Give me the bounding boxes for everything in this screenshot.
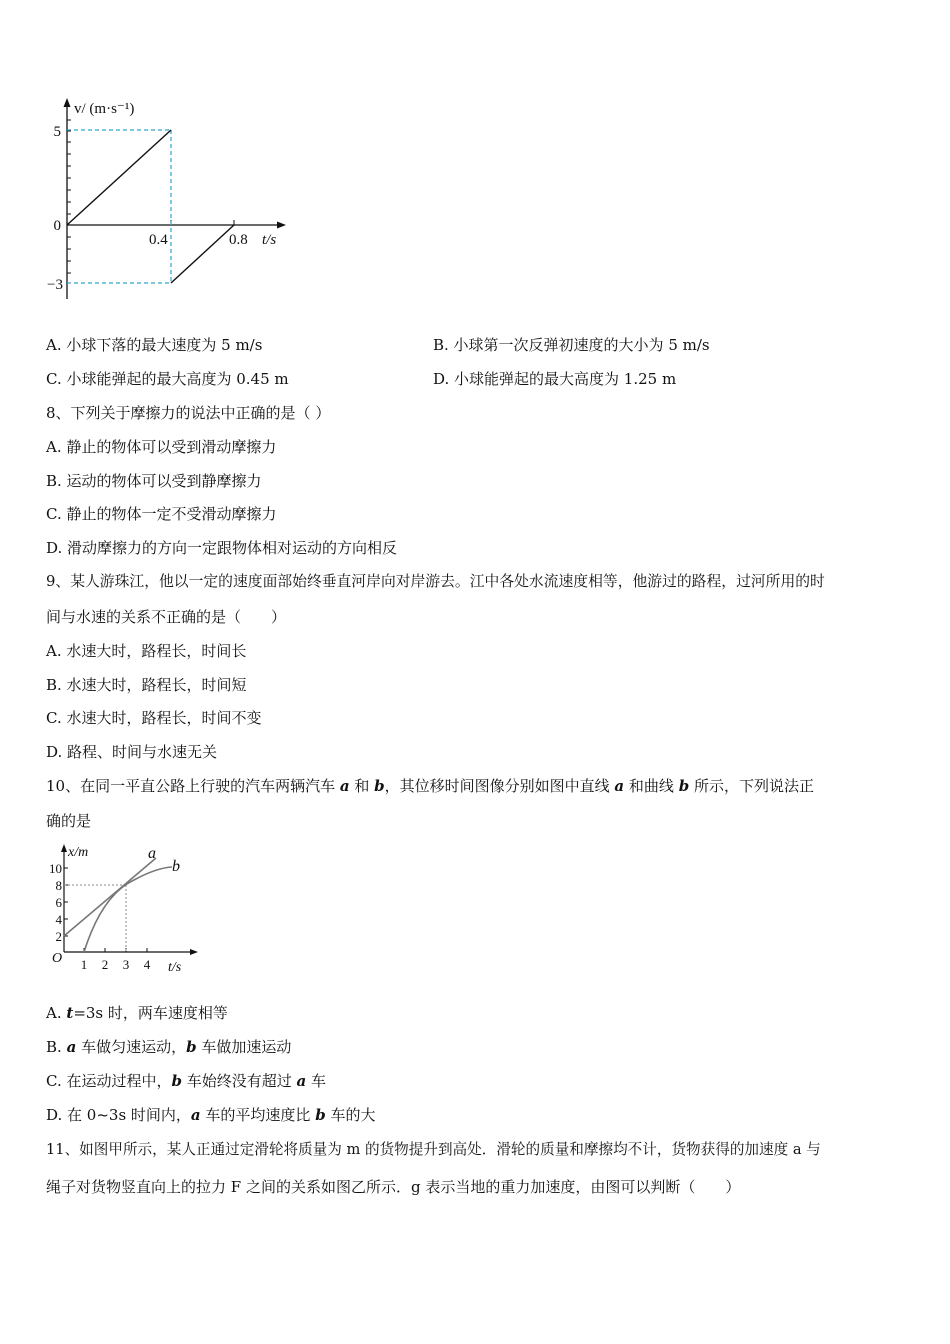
rebound-segment [171,225,234,283]
q7-option-c: C. 小球能弹起的最大高度为 0.45 m [46,370,289,388]
q8-option-d: D. 滑动摩擦力的方向一定跟物体相对运动的方向相反 [46,539,398,557]
q10-option-a: A. t=3s 时，两车速度相等 [46,1004,228,1022]
q7-option-d: D. 小球能弹起的最大高度为 1.25 m [433,370,677,388]
q8-stem: 8、下列关于摩擦力的说法中正确的是（ ） [46,404,331,422]
y-axis-arrow [64,98,71,107]
q11-stem-line2: 绳子对货物竖直向上的拉力 F 之间的关系如图乙所示．g 表示当地的重力加速度，由图可以判断（ ） [46,1178,741,1196]
x-tick-08: 0.8 [229,232,248,248]
q8-option-c: C. 静止的物体一定不受滑动摩擦力 [46,505,277,523]
y-axis-arrow [61,844,67,852]
q9-stem-line2: 间与水速的关系不正确的是（ ） [46,608,287,626]
y-tick-minus3: −3 [47,277,63,293]
x-tick-1: 1 [80,957,88,972]
x-axis-label: t/s [262,232,277,248]
falling-segment [67,130,171,225]
q9-option-d: D. 路程、时间与水速无关 [46,743,218,761]
x-axis-arrow [190,949,198,955]
q10-option-c: C. 在运动过程中，b 车始终没有超过 a 车 [46,1072,327,1090]
y-tick-0: 0 [53,218,61,234]
origin-label: O [52,951,63,966]
q8-option-b: B. 运动的物体可以受到静摩擦力 [46,472,262,490]
q9-option-c: C. 水速大时，路程长，时间不变 [46,709,262,727]
displacement-time-graph [44,840,204,980]
q9-option-a: A. 水速大时，路程长，时间长 [46,642,247,660]
x-tick-2: 2 [101,957,109,972]
x-tick-4: 4 [143,957,151,972]
q9-stem-line1: 9、某人游珠江，他以一定的速度面部始终垂直河岸向对岸游去。江中各处水流速度相等，他游过的路程，过河所用的时 [46,573,825,590]
y-tick-8: 8 [55,878,62,893]
line-a [64,858,156,936]
q10-stem-line1: 10、在同一平直公路上行驶的汽车两辆汽车 a 和 b，其位移时间图像分别如图中直线 a 和曲线 b 所示，下列说法正 [46,777,814,795]
q7-option-a: A. 小球下落的最大速度为 5 m/s [46,336,263,354]
q11-stem-line1: 11、如图甲所示，某人正通过定滑轮将质量为 m 的货物提升到高处．滑轮的质量和摩擦均不计，货物获得的加速度 a 与 [46,1141,821,1158]
q8-option-a: A. 静止的物体可以受到滑动摩擦力 [46,438,277,456]
y-tick-4: 4 [55,912,62,927]
y-tick-6: 6 [55,895,62,910]
label-a: a [148,845,156,862]
x-axis-arrow [277,222,286,229]
q10-stem-line2: 确的是 [46,812,92,830]
q7-option-b: B. 小球第一次反弹初速度的大小为 5 m/s [433,336,710,354]
x-tick-3: 3 [122,957,130,972]
x-tick-04: 0.4 [149,232,168,248]
y-tick-10: 10 [49,861,62,876]
y-tick-2: 2 [55,929,62,944]
y-tick-5: 5 [53,124,61,140]
q10-option-d: D. 在 0~3s 时间内，a 车的平均速度比 b 车的大 [46,1106,376,1124]
label-b: b [172,858,180,875]
curve-b [84,867,172,952]
x-axis-label: t/s [168,960,182,975]
y-axis-label: v/ (m·s⁻¹) [74,101,135,117]
velocity-time-graph [40,92,300,307]
y-axis-label: x/m [68,845,89,860]
q9-option-b: B. 水速大时，路程长，时间短 [46,676,247,694]
q10-option-b: B. a 车做匀速运动，b 车做加速运动 [46,1038,292,1056]
